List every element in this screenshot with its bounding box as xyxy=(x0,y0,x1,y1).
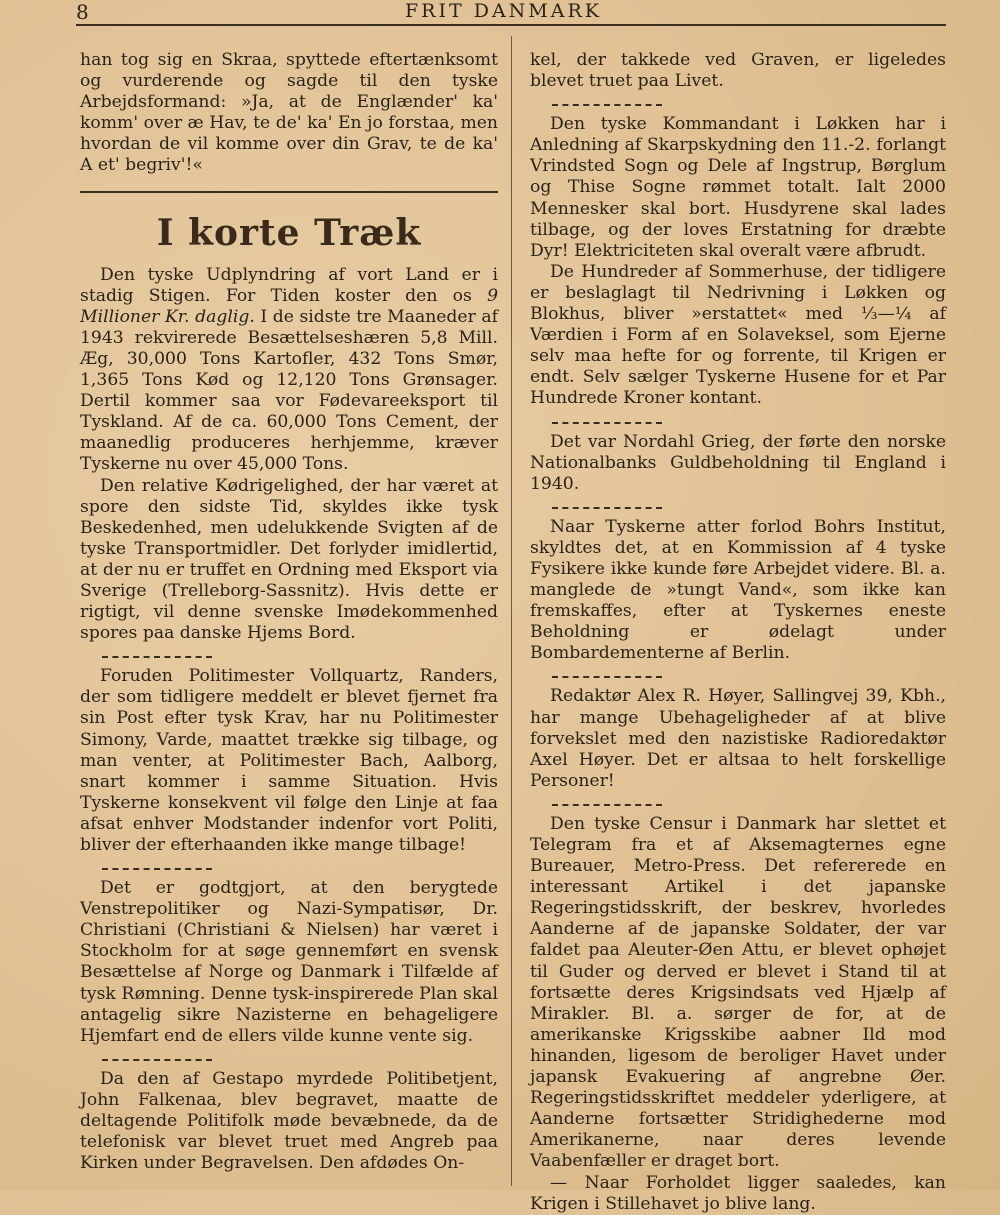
news-item: — Naar Forholdet ligger saaledes, kan Krigen i Stillehavet jo blive lang. xyxy=(530,1172,946,1214)
dash-separator xyxy=(102,646,212,658)
column-divider xyxy=(511,36,512,1186)
news-item: Foruden Politimester Vollquartz, Randers, der som tidligere meddelt er blevet fjernet fra sin Post efter tysk Krav, har nu Politimester Simony, Varde, maattet trække sig tilbage, og man venter, at Politimester Bach, Aalborg, snart kommer i samme Situation. Hvis Tyskerne konsekvent vil følge den Linje at faa afsat enhver Modstander indenfor vort Politi, bliver der efterhaanden ikke mange tilbage! xyxy=(80,666,498,855)
news-item: Den tyske Censur i Danmark har slettet et Telegram fra et af Aksemagternes egne Bureauer, Metro-Press. Det refererede en interessant Artikel i det japanske Regeringstidsskrift, der beskrev, hvorledes Aanderne af de japanske Soldater, der var faldet paa Aleuter-Øen Attu, er blevet ophøjet til Guder og derved er blevet i Stand til at fortsætte deres Krigsindsats ved Hjælp af Mirakler. Bl. a. sørger de for, at de amerikanske Krigsskibe aabner Ild mod hinanden, ligesom de beroliger Havet under japansk Evakuering af angrebne Øer. Regeringstidsskriftet meddeler yderligere, at Aanderne fortsætter Stridighederne mod Amerikanerne, naar deres levende Vaabenfæller er draget bort. xyxy=(530,813,946,1172)
dash-separator xyxy=(102,858,212,870)
news-item: Den tyske Udplyndring af vort Land er i stadig Stigen. For Tiden koster den os 9 Millioner Kr. daglig. I de sidste tre Maaneder af 1943 rekvirerede Besættelseshæren 5,8 Mill. Æg, 30,000 Tons Kartofler, 432 Tons Smør, 1,365 Tons Kød og 12,120 Tons Grønsager. Dertil kommer saa vor Fødevareeksport til Tyskland. Af de ca. 60,000 Tons Cement, der maanedlig produceres herhjemme, kræver Tyskerne nu over 45,000 Tons. xyxy=(80,264,498,475)
news-item: Naar Tyskerne atter forlod Bohrs Institut, skyldtes det, at en Kommission af 4 tyske Fysikere ikke kunde føre Arbejdet videre. Bl. a. manglede de »tungt Vand«, som ikke kan fremskaffes, efter at Tyskernes eneste Beholdning er ødelagt under Bombardementerne af Berlin. xyxy=(530,516,946,664)
dash-separator xyxy=(552,94,662,106)
intro-paragraph: han tog sig en Skraa, spyttede eftertænksomt og vurderende og sagde til den tyske Arbejdsformand: »Ja, at de Englænder' ka' komm' over æ Hav, te de' ka' En jo forstaa, men hvordan de vil komme over din Grav, te de ka' A et' begriv'!« xyxy=(80,50,498,176)
news-item-continued: kel, der takkede ved Graven, er ligeledes blevet truet paa Livet. xyxy=(530,50,946,92)
dash-separator xyxy=(102,1049,212,1061)
right-column xyxy=(530,50,946,1215)
dash-separator xyxy=(552,666,662,678)
dash-separator xyxy=(552,497,662,509)
news-item: De Hundreder af Sommerhuse, der tidligere er beslaglagt til Nedrivning i Løkken og Blokhus, bliver »erstattet« med ⅓—¼ af Værdien i Form af en Solaveksel, som Ejerne selv maa hefte for og forrente, til Krigen er endt. Selv sælger Tyskerne Husene for et Par Hundrede Kroner kontant. xyxy=(530,261,946,409)
news-item: Det er godtgjort, at den berygtede Venstrepolitiker og Nazi-Sympatisør, Dr. Christiani (Christiani & Nielsen) har været i Stockholm for at søge gennemført en svensk Besættelse af Norge og Danmark i Tilfælde af tysk Rømning. Denne tysk-inspirerede Plan skal antagelig sikre Nazisterne en behageligere Hjemfart end de ellers vilde kunne vente sig. xyxy=(80,878,498,1046)
news-item: Redaktør Alex R. Høyer, Sallingvej 39, Kbh., har mange Ubehageligheder af at blive forvekslet med den nazistiske Radioredaktør Axel Høyer. Det er altsaa to helt forskellige Personer! xyxy=(530,686,946,791)
left-column xyxy=(80,50,498,1174)
section-rule xyxy=(80,191,498,193)
news-item: Det var Nordahl Grieg, der førte den norske Nationalbanks Guldbeholdning til England i 1940. xyxy=(530,431,946,494)
dash-separator xyxy=(552,794,662,806)
emphasis-text: 9 Millioner Kr. daglig. xyxy=(80,285,498,327)
news-item: Den relative Kødrigelighed, der har været at spore den sidste Tid, skyldes ikke tysk Beskedenhed, men udelukkende Svigten af de tyske Transportmidler. Det forlyder imidlertid, at der nu er truffet en Ordning med Eksport via Sverige (Trelleborg-Sassnitz). Hvis dette er rigtigt, vil denne svenske Imødekommenhed spores paa danske Hjems Bord. xyxy=(80,475,498,644)
dash-separator xyxy=(552,412,662,424)
section-title: I korte Træk xyxy=(156,211,422,254)
page-header xyxy=(0,0,1000,28)
header-rule xyxy=(76,24,946,26)
news-item: Den tyske Kommandant i Løkken har i Anledning af Skarpskydning den 11.-2. forlangt Vrindsted Sogn og Dele af Ingstrup, Børglum og Thise Sogne rømmet totalt. Ialt 2000 Mennesker skal bort. Husdyrene skal lades tilbage, og der loves Erstatning for dræbte Dyr! Elektriciteten skal overalt være afbrudt. xyxy=(530,114,946,261)
masthead: FRIT DANMARK xyxy=(405,0,602,22)
page-number: 8 xyxy=(76,0,90,24)
news-item: Da den af Gestapo myrdede Politibetjent, John Falkenaa, blev begravet, maatte de deltagende Politifolk møde bevæbnede, da de telefonisk var blevet truet med Angreb paa Kirken under Begravelsen. Den afdødes On- xyxy=(80,1068,498,1174)
